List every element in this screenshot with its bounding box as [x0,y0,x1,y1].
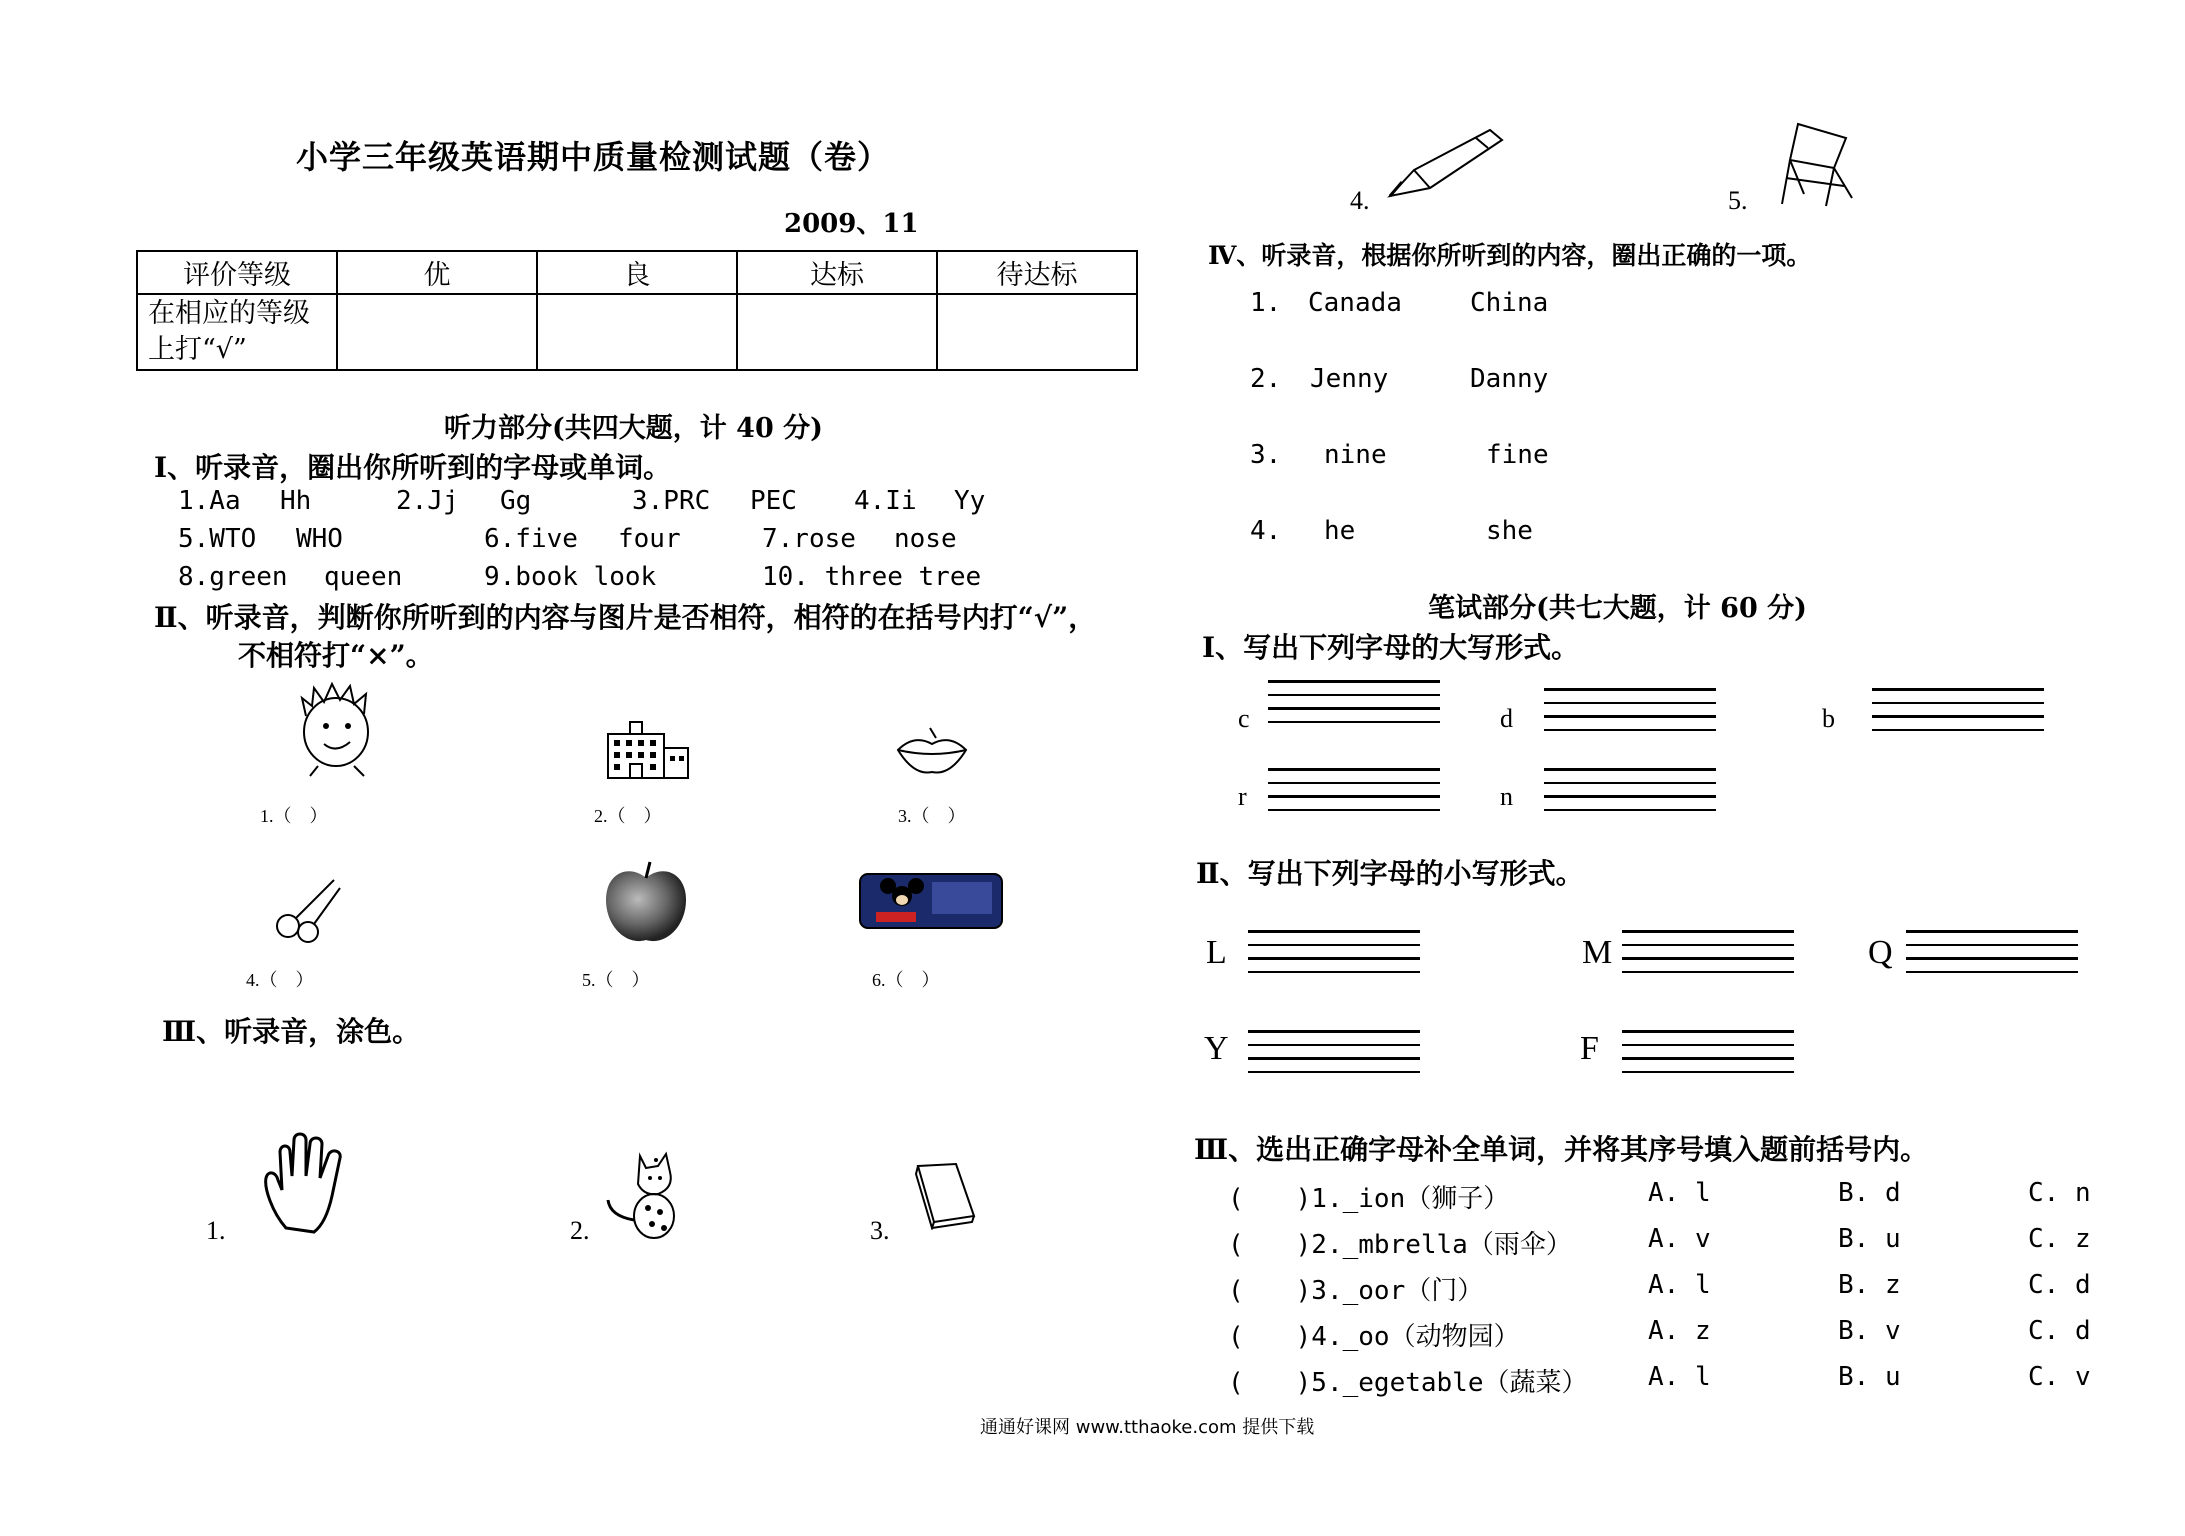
color-label-3: 3. [870,1216,890,1245]
letter-prompt: c [1238,704,1250,733]
eval-header: 良 [537,251,737,294]
letter-prompt: Y [1204,1030,1229,1067]
picture-label-1: 1.（ ） [260,806,328,826]
pen-icon [1380,122,1510,202]
listening-s2-title: Ⅱ、听录音，判断你所听到的内容与图片是否相符，相符的在括号内打“√”， [154,601,1097,634]
color-label-5: 5. [1728,186,1748,215]
eval-header: 待达标 [937,251,1137,294]
color-label-4: 4. [1350,186,1370,215]
eval-header: 优 [337,251,537,294]
listening-s1-title: Ⅰ、听录音，圈出你所听到的字母或单词。 [154,451,672,484]
picture-label-2: 2.（ ） [594,806,662,826]
exam-date: 2009、11 [784,209,919,239]
eval-header: 评价等级 [137,251,337,294]
eval-header: 达标 [737,251,937,294]
letter-prompt: M [1582,934,1613,971]
eval-cell[interactable] [737,294,937,370]
color-label-2: 2. [570,1216,590,1245]
book-icon [910,1160,980,1230]
writing-lines[interactable] [1248,1030,1420,1084]
writing-lines[interactable] [1872,688,2044,742]
letter-prompt: n [1500,782,1513,811]
apple-icon [600,856,692,948]
writing-lines[interactable] [1544,688,1716,742]
footer-credit: 通通好课网 www.tthaoke.com 提供下载 [980,1417,1315,1438]
picture-label-4: 4.（ ） [246,970,314,990]
mouth-icon [892,726,972,782]
picture-label-5: 5.（ ） [582,970,650,990]
letter-prompt: b [1822,704,1835,733]
color-label-1: 1. [206,1216,226,1245]
writing-lines[interactable] [1622,1030,1794,1084]
writing-lines[interactable] [1622,930,1794,984]
writing-lines[interactable] [1268,768,1440,822]
cat-icon [600,1148,696,1244]
hand-icon [258,1132,368,1236]
picture-label-6: 6.（ ） [872,970,940,990]
writing-s1-title: Ⅰ、写出下列字母的大写形式。 [1202,631,1580,664]
picture-label-3: 3.（ ） [898,806,966,826]
letter-prompt: L [1206,934,1227,971]
listening-s4-title: Ⅳ、听录音，根据你所听到的内容，圈出正确的一项。 [1208,241,1812,270]
writing-s3-title: Ⅲ、选出正确字母补全单词，并将其序号填入题前括号内。 [1194,1133,1929,1166]
scissors-icon [268,870,348,944]
eval-cell[interactable] [337,294,537,370]
letter-prompt: d [1500,704,1513,733]
page-title: 小学三年级英语期中质量检测试题（卷） [296,138,891,176]
writing-lines[interactable] [1268,680,1440,734]
chair-icon [1768,118,1868,210]
eval-row-label: 在相应的等级 上打“√” [137,294,337,370]
boy-face-icon [288,676,384,780]
writing-lines[interactable] [1248,930,1420,984]
listening-heading: 听力部分(共四大题，计 40 分) [444,413,823,444]
pencil-box-icon [856,868,1006,934]
writing-lines[interactable] [1906,930,2078,984]
evaluation-table [136,250,1138,371]
letter-prompt: r [1238,782,1247,811]
writing-s2-title: Ⅱ、写出下列字母的小写形式。 [1196,857,1584,890]
letter-prompt: Q [1868,934,1893,971]
letter-prompt: F [1580,1030,1599,1067]
writing-heading: 笔试部分(共七大题，计 60 分) [1428,593,1807,624]
listening-s2-title-line2: 不相符打“×”。 [238,639,434,672]
eval-cell[interactable] [937,294,1137,370]
building-icon [604,720,692,782]
writing-lines[interactable] [1544,768,1716,822]
eval-cell[interactable] [537,294,737,370]
listening-s3-title: Ⅲ、听录音，涂色。 [162,1015,421,1048]
